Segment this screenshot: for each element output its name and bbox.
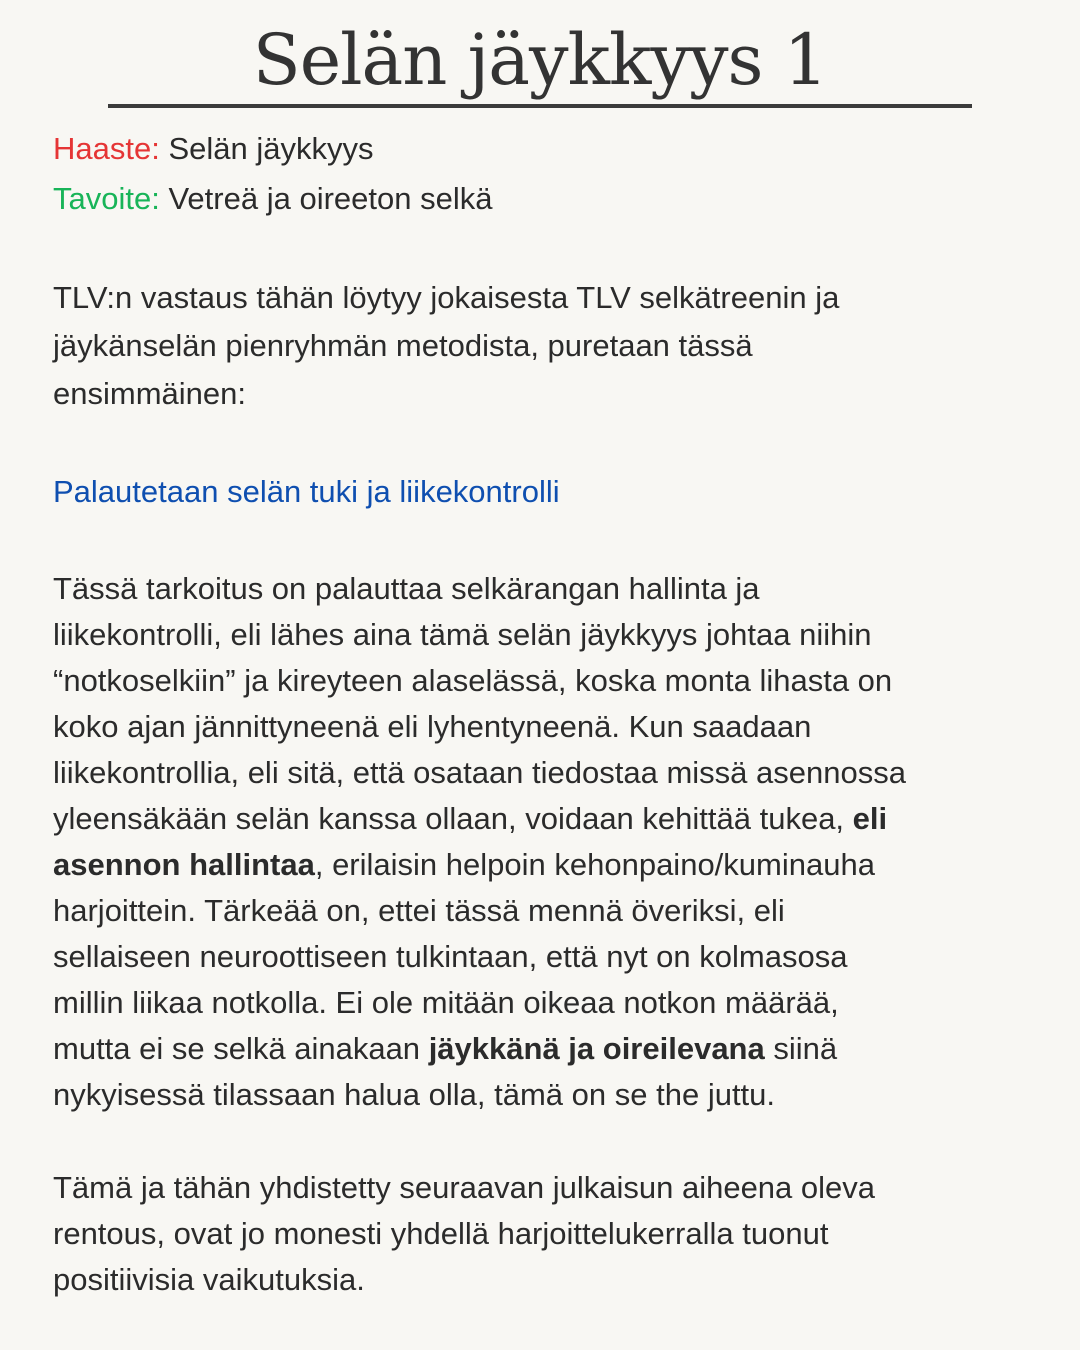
main-paragraph (53, 566, 1033, 1118)
goal-value: Vetreä ja oireeton selkä (168, 181, 493, 216)
main-line (53, 842, 1033, 888)
closing-line: positiivisia vaikutuksia. (53, 1262, 365, 1297)
main-line: sellaiseen neuroottiseen tulkintaan, että nyt on kolmasosa (53, 939, 848, 974)
goal-row (53, 176, 1033, 222)
challenge-goal-block (53, 126, 1033, 222)
closing-paragraph (53, 1165, 1033, 1303)
main-line-text: yleensäkään selän kanssa ollaan, voidaan kehittää tukea, (53, 801, 845, 836)
main-line-text: siinä (773, 1031, 838, 1066)
main-line: Tässä tarkoitus on palauttaa selkärangan hallinta ja (53, 571, 760, 606)
challenge-label: Haaste: (53, 131, 160, 166)
intro-line: TLV:n vastaus tähän löytyy jokaisesta TLV selkätreenin ja (53, 280, 840, 315)
page-title: Selän jäykkyys 1 (252, 19, 828, 101)
goal-label: Tavoite: (53, 181, 160, 216)
main-line: liikekontrolli, eli lähes aina tämä selän jäykkyys johtaa niihin (53, 617, 872, 652)
closing-line: Tämä ja tähän yhdistetty seuraavan julkaisun aiheena oleva (53, 1170, 876, 1205)
challenge-row (53, 126, 1033, 172)
intro-paragraph (53, 274, 1033, 418)
main-line: millin liikaa notkolla. Ei ole mitään oikeaa notkon määrää, (53, 985, 839, 1020)
intro-line: jäykänselän pienryhmän metodista, puretaan tässä (53, 328, 753, 363)
main-line: “notkoselkiin” ja kireyteen alaselässä, koska monta lihasta on (53, 663, 893, 698)
main-line: harjoittein. Tärkeää on, ettei tässä mennä överiksi, eli (53, 893, 785, 928)
section-heading: Palautetaan selän tuki ja liikekontrolli (53, 474, 560, 509)
challenge-value: Selän jäykkyys (168, 131, 374, 166)
emphasis-text: eli (852, 801, 888, 836)
main-line: koko ajan jännittyneenä eli lyhentyneenä. Kun saadaan (53, 709, 812, 744)
emphasis-text: asennon hallintaa (53, 847, 315, 882)
intro-line: ensimmäinen: (53, 376, 246, 411)
main-line-text: mutta ei se selkä ainakaan (53, 1031, 421, 1066)
main-line-text: , erilaisin helpoin kehonpaino/kuminauha (314, 847, 875, 882)
title-underline (108, 104, 972, 108)
emphasis-text: jäykkänä ja oireilevana (428, 1031, 765, 1066)
main-line (53, 1026, 1033, 1072)
main-line: liikekontrollia, eli sitä, että osataan tiedostaa missä asennossa (53, 755, 906, 790)
main-line (53, 796, 1033, 842)
closing-line: rentous, ovat jo monesti yhdellä harjoittelukerralla tuonut (53, 1216, 829, 1251)
main-line: nykyisessä tilassaan halua olla, tämä on se the juttu. (53, 1077, 776, 1112)
